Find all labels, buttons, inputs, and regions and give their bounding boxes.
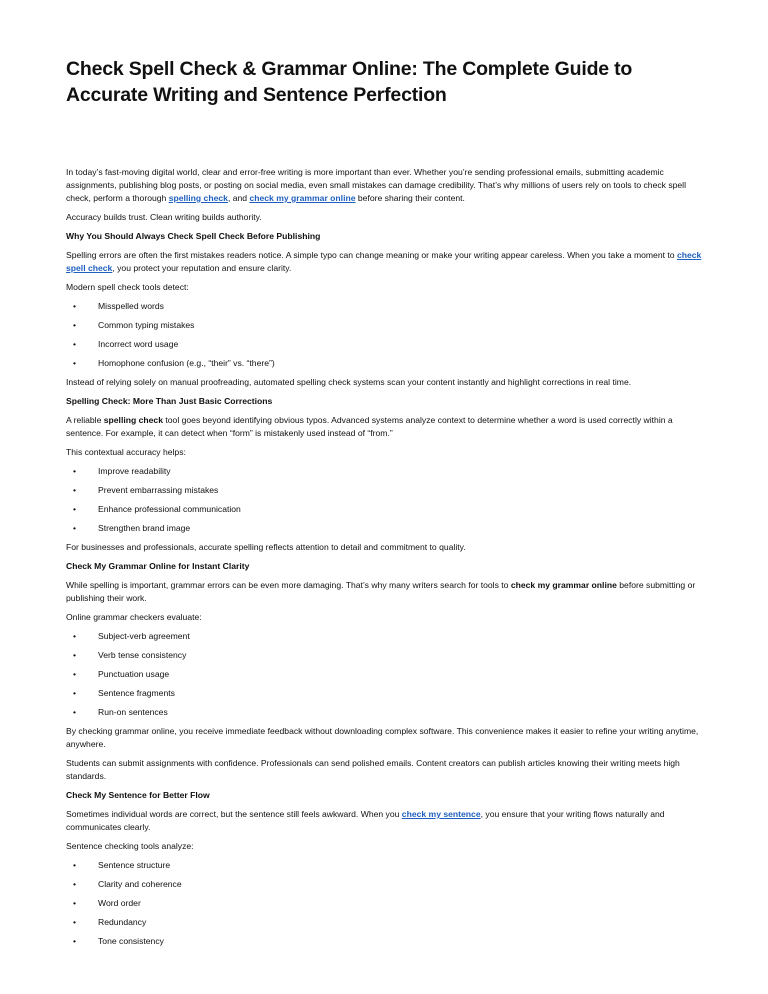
list-item-text: Sentence fragments xyxy=(98,688,175,698)
bullet-icon: • xyxy=(73,320,77,330)
text-run: before sharing their content. xyxy=(355,193,465,203)
text-run: Sentence checking tools analyze: xyxy=(66,841,194,851)
bullet-icon: • xyxy=(73,688,77,698)
list-item-text: Enhance professional communication xyxy=(98,504,241,514)
list-item xyxy=(73,706,708,719)
text-run: For businesses and professionals, accurate spelling reflects attention to detail and commitment to quality. xyxy=(66,542,466,552)
list-item-text: Improve readability xyxy=(98,466,171,476)
bullet-icon: • xyxy=(73,650,77,660)
paragraph xyxy=(66,611,708,624)
bullet-icon: • xyxy=(73,301,77,311)
list-item-text: Word order xyxy=(98,898,141,908)
text-run: Modern spell check tools detect: xyxy=(66,282,189,292)
inline-link[interactable]: spelling check xyxy=(168,193,228,203)
paragraph xyxy=(66,211,708,224)
text-run: , you protect your reputation and ensure clarity. xyxy=(112,263,292,273)
list-item xyxy=(73,668,708,681)
list-item-text: Sentence structure xyxy=(98,860,171,870)
list-item-text: Prevent embarrassing mistakes xyxy=(98,485,219,495)
paragraph xyxy=(66,725,708,751)
list-item-text: Run-on sentences xyxy=(98,707,168,717)
paragraph xyxy=(66,541,708,554)
document-body xyxy=(66,166,708,948)
list-item xyxy=(73,319,708,332)
text-run: Why You Should Always Check Spell Check Before Publishing xyxy=(66,231,321,241)
bullet-list xyxy=(66,465,708,535)
text-run: In today’s fast-moving digital world, clear and error-free writing is more important than ever. Whether you’re sending professional emails, submitting academic assignments, publishing blog posts, or posting on social media, even small mistakes can damage credibility. That’s why millions of users rely on tools to check spell check, perform a thorough xyxy=(66,167,687,203)
bullet-list xyxy=(66,859,708,948)
list-item-text: Misspelled words xyxy=(98,301,164,311)
bullet-icon: • xyxy=(73,917,77,927)
list-item xyxy=(73,687,708,700)
bullet-icon: • xyxy=(73,358,77,368)
text-run: Accuracy builds trust. Clean writing builds authority. xyxy=(66,212,262,222)
inline-link[interactable]: check my grammar online xyxy=(249,193,356,203)
bullet-list xyxy=(66,630,708,719)
text-run: , and xyxy=(227,193,250,203)
text-run: before submitting or publishing their work. xyxy=(66,580,696,603)
text-run: Online grammar checkers evaluate: xyxy=(66,612,202,622)
list-item xyxy=(73,465,708,478)
paragraph xyxy=(66,757,708,783)
bullet-list xyxy=(66,300,708,370)
list-item-text: Strengthen brand image xyxy=(98,523,191,533)
inline-link[interactable]: check my sentence xyxy=(401,809,481,819)
paragraph xyxy=(66,579,708,605)
list-item-text: Clarity and coherence xyxy=(98,879,182,889)
page-title: Check Spell Check & Grammar Online: The Complete Guide to Accurate Writing and Sentence Perfection xyxy=(66,58,633,106)
text-run: Spelling errors are often the first mistakes readers notice. A simple typo can change meaning or make your writing appear careless. When you take a moment to xyxy=(66,250,677,260)
text-run: A reliable xyxy=(66,415,104,425)
text-run: While spelling is important, grammar errors can be even more damaging. That’s why many writers search for tools to xyxy=(66,580,511,590)
paragraph xyxy=(66,840,708,853)
text-run: , you ensure that your writing flows naturally and communicates clearly. xyxy=(66,809,665,832)
text-run: This contextual accuracy helps: xyxy=(66,447,186,457)
list-item-text: Punctuation usage xyxy=(98,669,170,679)
section-heading xyxy=(66,560,708,573)
paragraph xyxy=(66,446,708,459)
list-item-text: Homophone confusion (e.g., “their” vs. “there”) xyxy=(98,358,275,368)
list-item-text: Tone consistency xyxy=(98,936,164,946)
paragraph xyxy=(66,414,708,440)
text-run: Check My Grammar Online for Instant Clarity xyxy=(66,561,250,571)
bullet-icon: • xyxy=(73,898,77,908)
list-item xyxy=(73,484,708,497)
list-item-text: Verb tense consistency xyxy=(98,650,187,660)
section-heading xyxy=(66,230,708,243)
list-item xyxy=(73,300,708,313)
list-item xyxy=(73,878,708,891)
text-run: Instead of relying solely on manual proofreading, automated spelling check systems scan your content instantly and highlight corrections in real time. xyxy=(66,377,632,387)
text-run: Check My Sentence for Better Flow xyxy=(66,790,210,800)
bullet-icon: • xyxy=(73,936,77,946)
section-heading xyxy=(66,789,708,802)
section-heading xyxy=(66,395,708,408)
bullet-icon: • xyxy=(73,669,77,679)
paragraph xyxy=(66,376,708,389)
bullet-icon: • xyxy=(73,504,77,514)
list-item xyxy=(73,649,708,662)
text-run: By checking grammar online, you receive immediate feedback without downloading complex software. This convenience makes it easier to refine your writing anytime, anywhere. xyxy=(66,726,699,749)
paragraph xyxy=(66,249,708,275)
text-run: tool goes beyond identifying obvious typos. Advanced systems analyze context to determine whether a word is used correctly within a sentence. For example, it can detect when “form” is mistakenly used instead of “from.” xyxy=(66,415,673,438)
list-item-text: Incorrect word usage xyxy=(98,339,179,349)
list-item xyxy=(73,522,708,535)
bullet-icon: • xyxy=(73,523,77,533)
bullet-icon: • xyxy=(73,707,77,717)
text-run: Students can submit assignments with confidence. Professionals can send polished emails. Content creators can publish articles knowing their writing meets high standards. xyxy=(66,758,680,781)
list-item xyxy=(73,935,708,948)
bullet-icon: • xyxy=(73,631,77,641)
bullet-icon: • xyxy=(73,485,77,495)
paragraph xyxy=(66,808,708,834)
list-item xyxy=(73,916,708,929)
list-item xyxy=(73,897,708,910)
list-item xyxy=(73,357,708,370)
bold-text: check my grammar online xyxy=(510,580,617,590)
list-item-text: Subject-verb agreement xyxy=(98,631,190,641)
paragraph xyxy=(66,166,708,205)
list-item xyxy=(73,338,708,351)
bullet-icon: • xyxy=(73,860,77,870)
text-run: Sometimes individual words are correct, but the sentence still feels awkward. When you xyxy=(66,809,402,819)
bullet-icon: • xyxy=(73,466,77,476)
bullet-icon: • xyxy=(73,879,77,889)
text-run: Spelling Check: More Than Just Basic Corrections xyxy=(66,396,273,406)
inline-link[interactable]: check spell check xyxy=(66,250,702,273)
paragraph xyxy=(66,281,708,294)
list-item-text: Common typing mistakes xyxy=(98,320,195,330)
list-item xyxy=(73,859,708,872)
bold-text: spelling check xyxy=(103,415,163,425)
bullet-icon: • xyxy=(73,339,77,349)
list-item xyxy=(73,503,708,516)
list-item xyxy=(73,630,708,643)
list-item-text: Redundancy xyxy=(98,917,147,927)
